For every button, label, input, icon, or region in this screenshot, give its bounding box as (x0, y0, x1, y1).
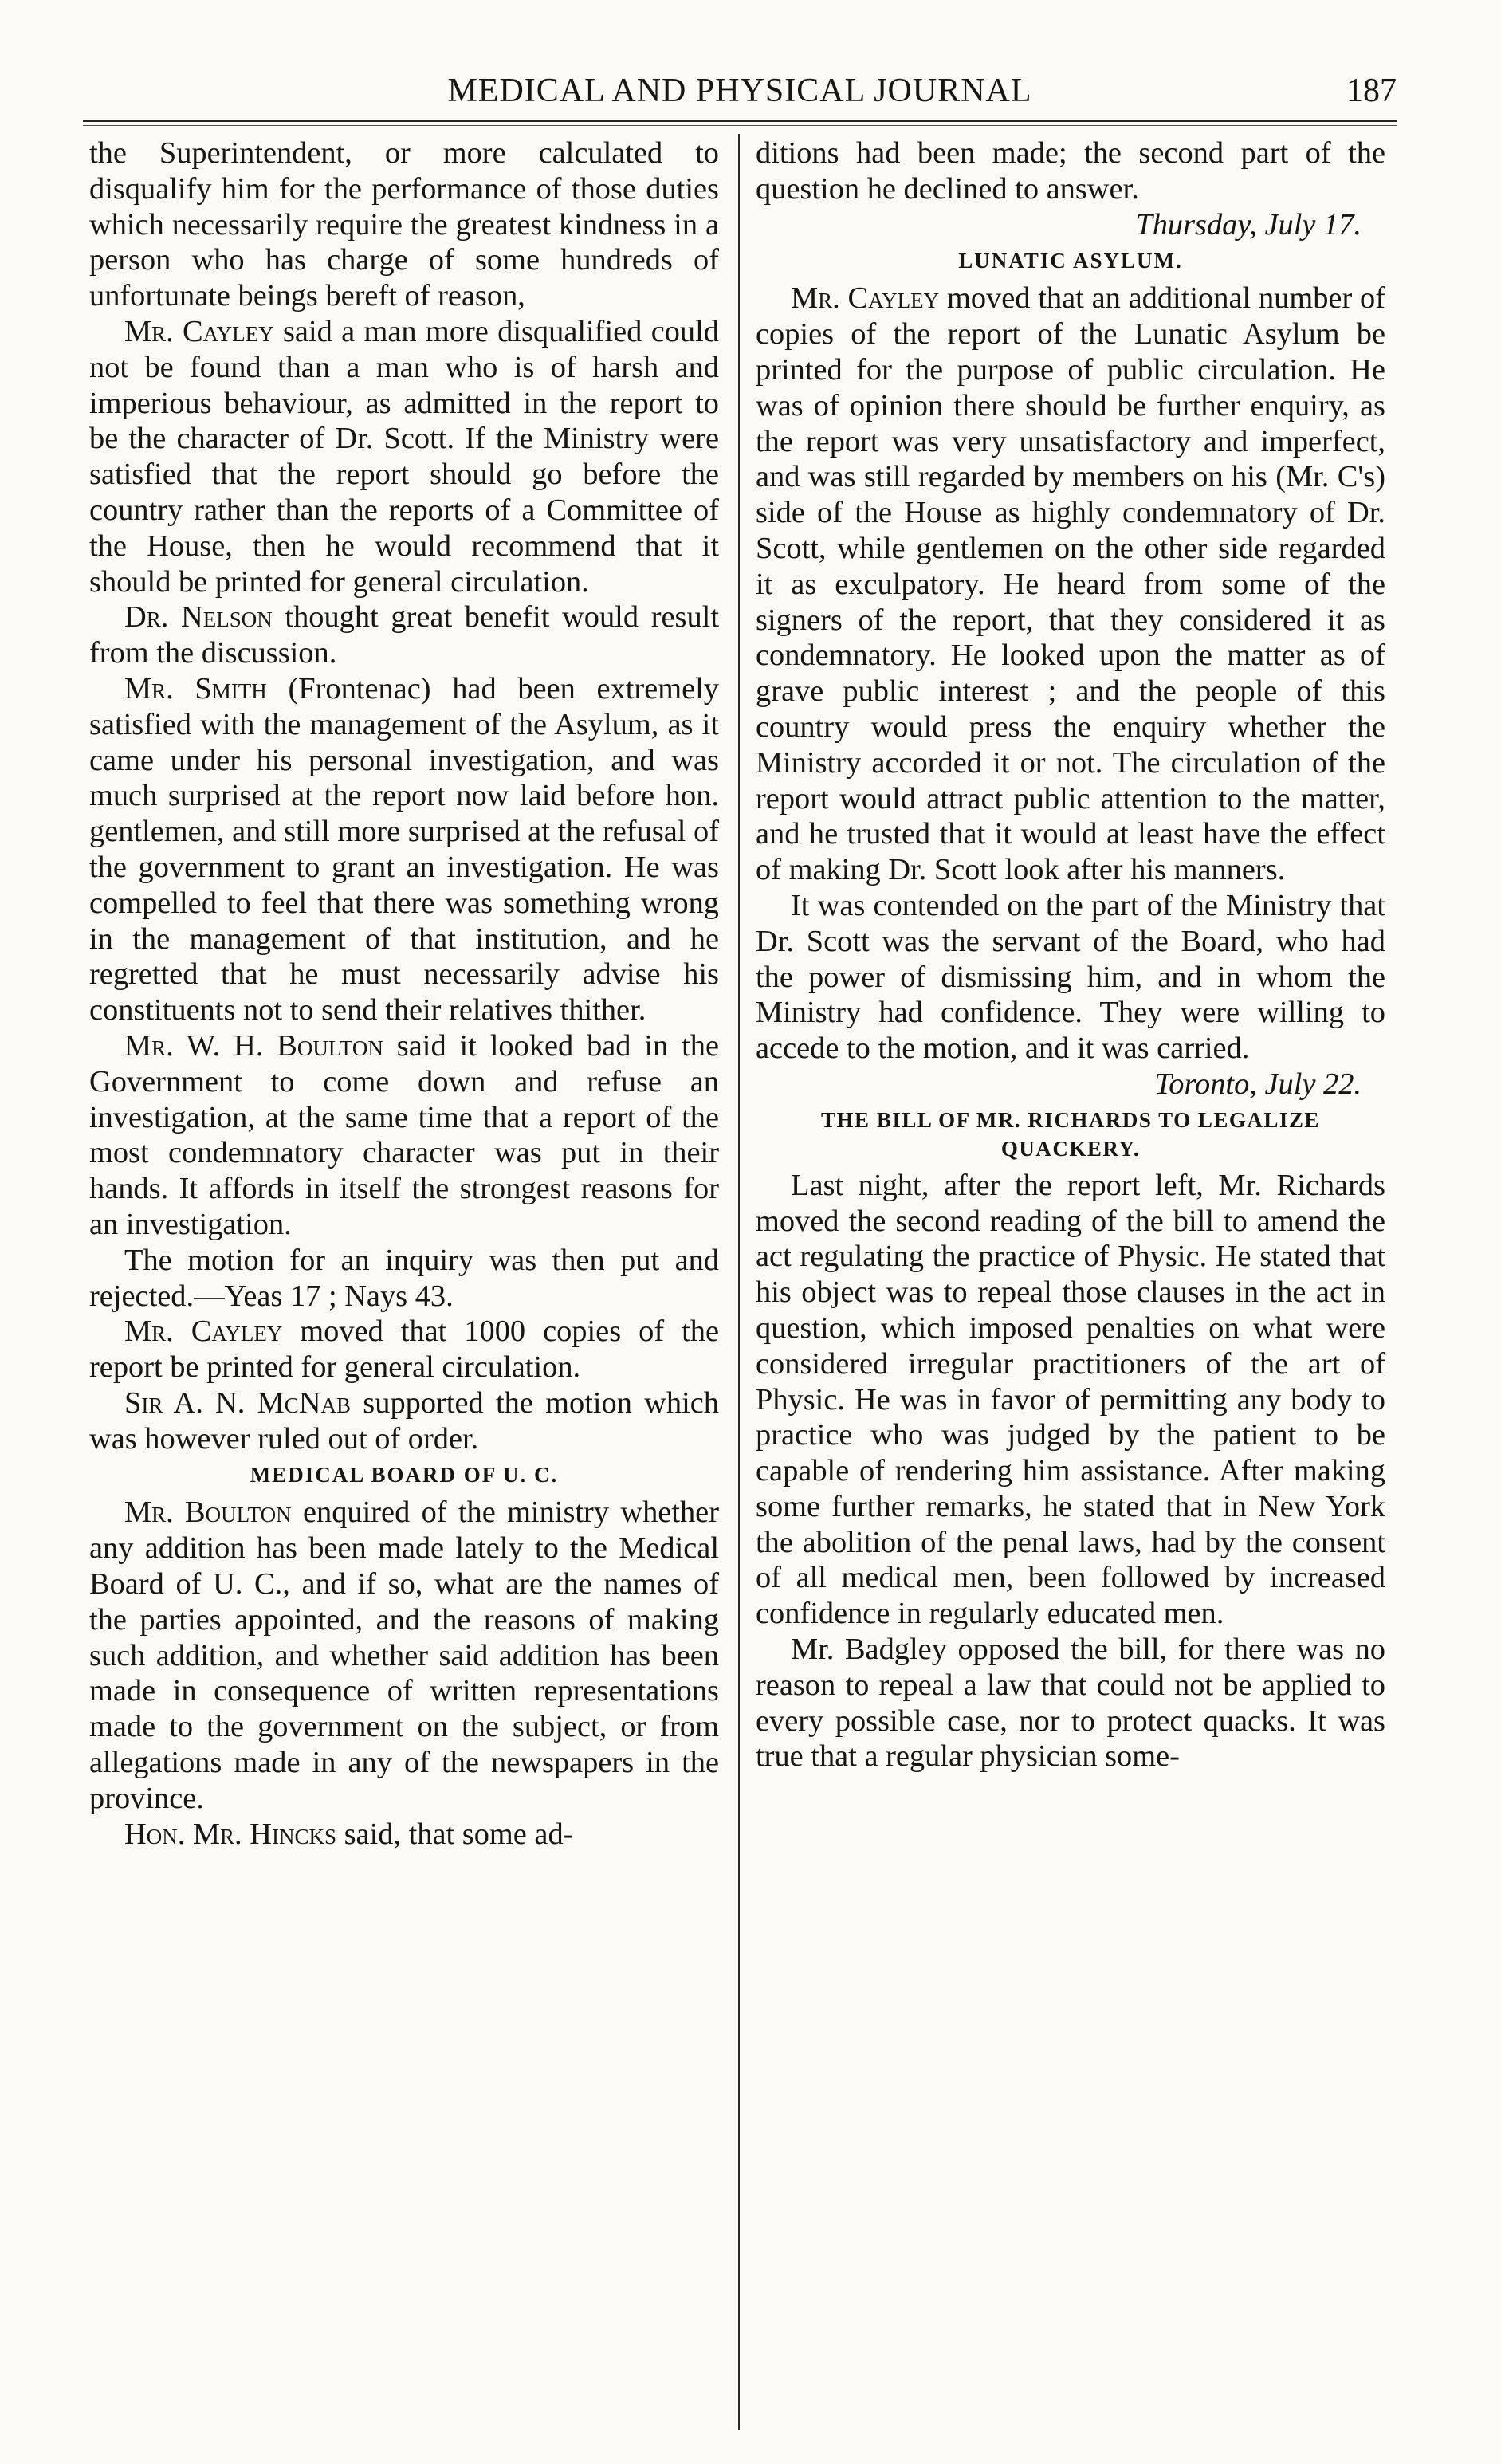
paragraph (89, 599, 719, 671)
paragraph (89, 1028, 719, 1243)
paragraph-text: enquired of the ministry whether any addition has been made lately to the Medical Board of U. C., and if so, what are the names of the parties appointed, and the reasons of making such addition, and whether said addition has been made in consequence of written representations made to the government on the subject, or from allegations made in any of the newspapers in the province. (89, 1495, 719, 1815)
paragraph-text: moved that an additional number of copies of the report of the Lunatic Asylum be printed for the purpose of public circulation. He was of opinion there should be further enquiry, as the report was very unsatisfactory and imperfect, and was still regarded by members on his (Mr. C's) side of the House as highly condemnatory of Dr. Scott, while gentlemen on the other side regarded it as exculpatory. He heard from some of the signers of the report, that they considered it as condemnatory. He looked upon the matter as of grave public interest ; and the people of this country would press the enquiry whether the Ministry accorded it or not. The circulation of the report would attract public attention to the matter, and he trusted that it would at least have the effect of making Dr. Scott look after his manners. (756, 281, 1385, 887)
right-column (756, 136, 1385, 1774)
speaker-name: Sir A. N. McNab (124, 1385, 352, 1420)
speaker-name: Mr. Boulton (124, 1495, 292, 1530)
paragraph (89, 1385, 719, 1457)
left-column (89, 136, 719, 1852)
paragraph-text: (Frontenac) had been extremely satisfied with the management of the Asylum, as it came under his personal investigation, and was much surprised at the report now laid before hon. gentlemen, and still more surprised at the refusal of the government to grant an investigation. He was compelled to feel that there was something wrong in the management of that institution, and he regretted that he must necessarily advise his constituents not to send their relatives thither. (89, 671, 719, 1028)
column-divider (738, 134, 740, 2430)
paragraph-text: moved that 1000 copies of the report be printed for general circulation. (89, 1315, 719, 1385)
paragraph (89, 1495, 719, 1816)
paragraph (89, 1817, 719, 1853)
paragraph-text: said it looked bad in the Government to come down and refuse an investigation, at the same time that a report of the most condemnatory character was put in their hands. It affords in itself the strongest reasons for an investigation. (89, 1028, 719, 1241)
speaker-name: Dr. Nelson (124, 600, 273, 635)
speaker-name: Mr. Smith (124, 671, 267, 705)
paragraph: ditions had been made; the second part of the question he declined to answer. (756, 136, 1385, 206)
dateline: Toronto, July 22. (1154, 1067, 1362, 1101)
page-number: 187 (1346, 73, 1397, 109)
paragraph: Last night, after the report left, Mr. Richards moved the second reading of the bill to amend the act regulating the practice of Physic. He stated that his object was to repeal those clauses in the act in question, which imposed penalties on what were considered irregular practitioners of the art of Physic. He was in favor of permitting any body to practice who was judged by the patient to be capable of rendering him assistance. After making some further remarks, he stated that in New York the abolition of the penal laws, had by the consent of all medical men, been followed by increased confidence in regularly educated men. (756, 1168, 1385, 1631)
paragraph: It was contended on the part of the Ministry that Dr. Scott was the servant of the Board, who had the power of dismissing him, and in whom the Ministry had confidence. They were willing to accede to the motion, and it was carried. (756, 888, 1385, 1066)
paragraph (756, 281, 1385, 888)
paragraph (89, 1314, 719, 1385)
running-title: MEDICAL AND PHYSICAL JOURNAL (447, 73, 1032, 109)
paragraph-text: thought great benefit would result from the discussion. (89, 600, 719, 670)
paragraph (89, 671, 719, 1028)
speaker-name: Mr. W. H. Boulton (124, 1028, 383, 1063)
header-rule (83, 120, 1397, 126)
paragraph: the Superintendent, or more calculated to disqualify him for the performance of those duties which necessarily require the greatest kindness in a person who has charge of some hundreds of unfortunate beings bereft of reason, (89, 136, 719, 313)
paragraph-text: said, that some ad- (336, 1817, 574, 1851)
dateline: Thursday, July 17. (1135, 207, 1362, 242)
paragraph-text: said a man more disqualified could not be found than a man who is of harsh and imperious behaviour, as admitted in the report to be the character of Dr. Scott. If the Ministry were satisfied that the report should go before the country rather than the reports of a Committee of the House, then he would recommend that it should be printed for general circulation. (89, 314, 719, 599)
speaker-name: Mr. Cayley (124, 1315, 283, 1349)
paragraph-text: supported the motion which was however ruled out of order. (89, 1385, 719, 1456)
paragraph: Mr. Badgley opposed the bill, for there was no reason to repeal a law that could not be applied to every possible case, nor to protect quacks. It was true that a regular physician some- (756, 1633, 1385, 1774)
section-heading: LUNATIC ASYLUM. (958, 249, 1183, 273)
paragraph (89, 314, 719, 599)
section-heading: THE BILL OF MR. RICHARDS TO LEGALIZE QUACKERY. (821, 1107, 1320, 1161)
speaker-name: Hon. Mr. Hincks (124, 1817, 336, 1851)
paragraph: The motion for an inquiry was then put and rejected.—Yeas 17 ; Nays 43. (89, 1243, 719, 1313)
section-heading: MEDICAL BOARD OF U. C. (250, 1463, 559, 1487)
page-header (83, 67, 1397, 115)
speaker-name: Mr. Cayley (791, 281, 940, 316)
speaker-name: Mr. Cayley (124, 314, 274, 348)
